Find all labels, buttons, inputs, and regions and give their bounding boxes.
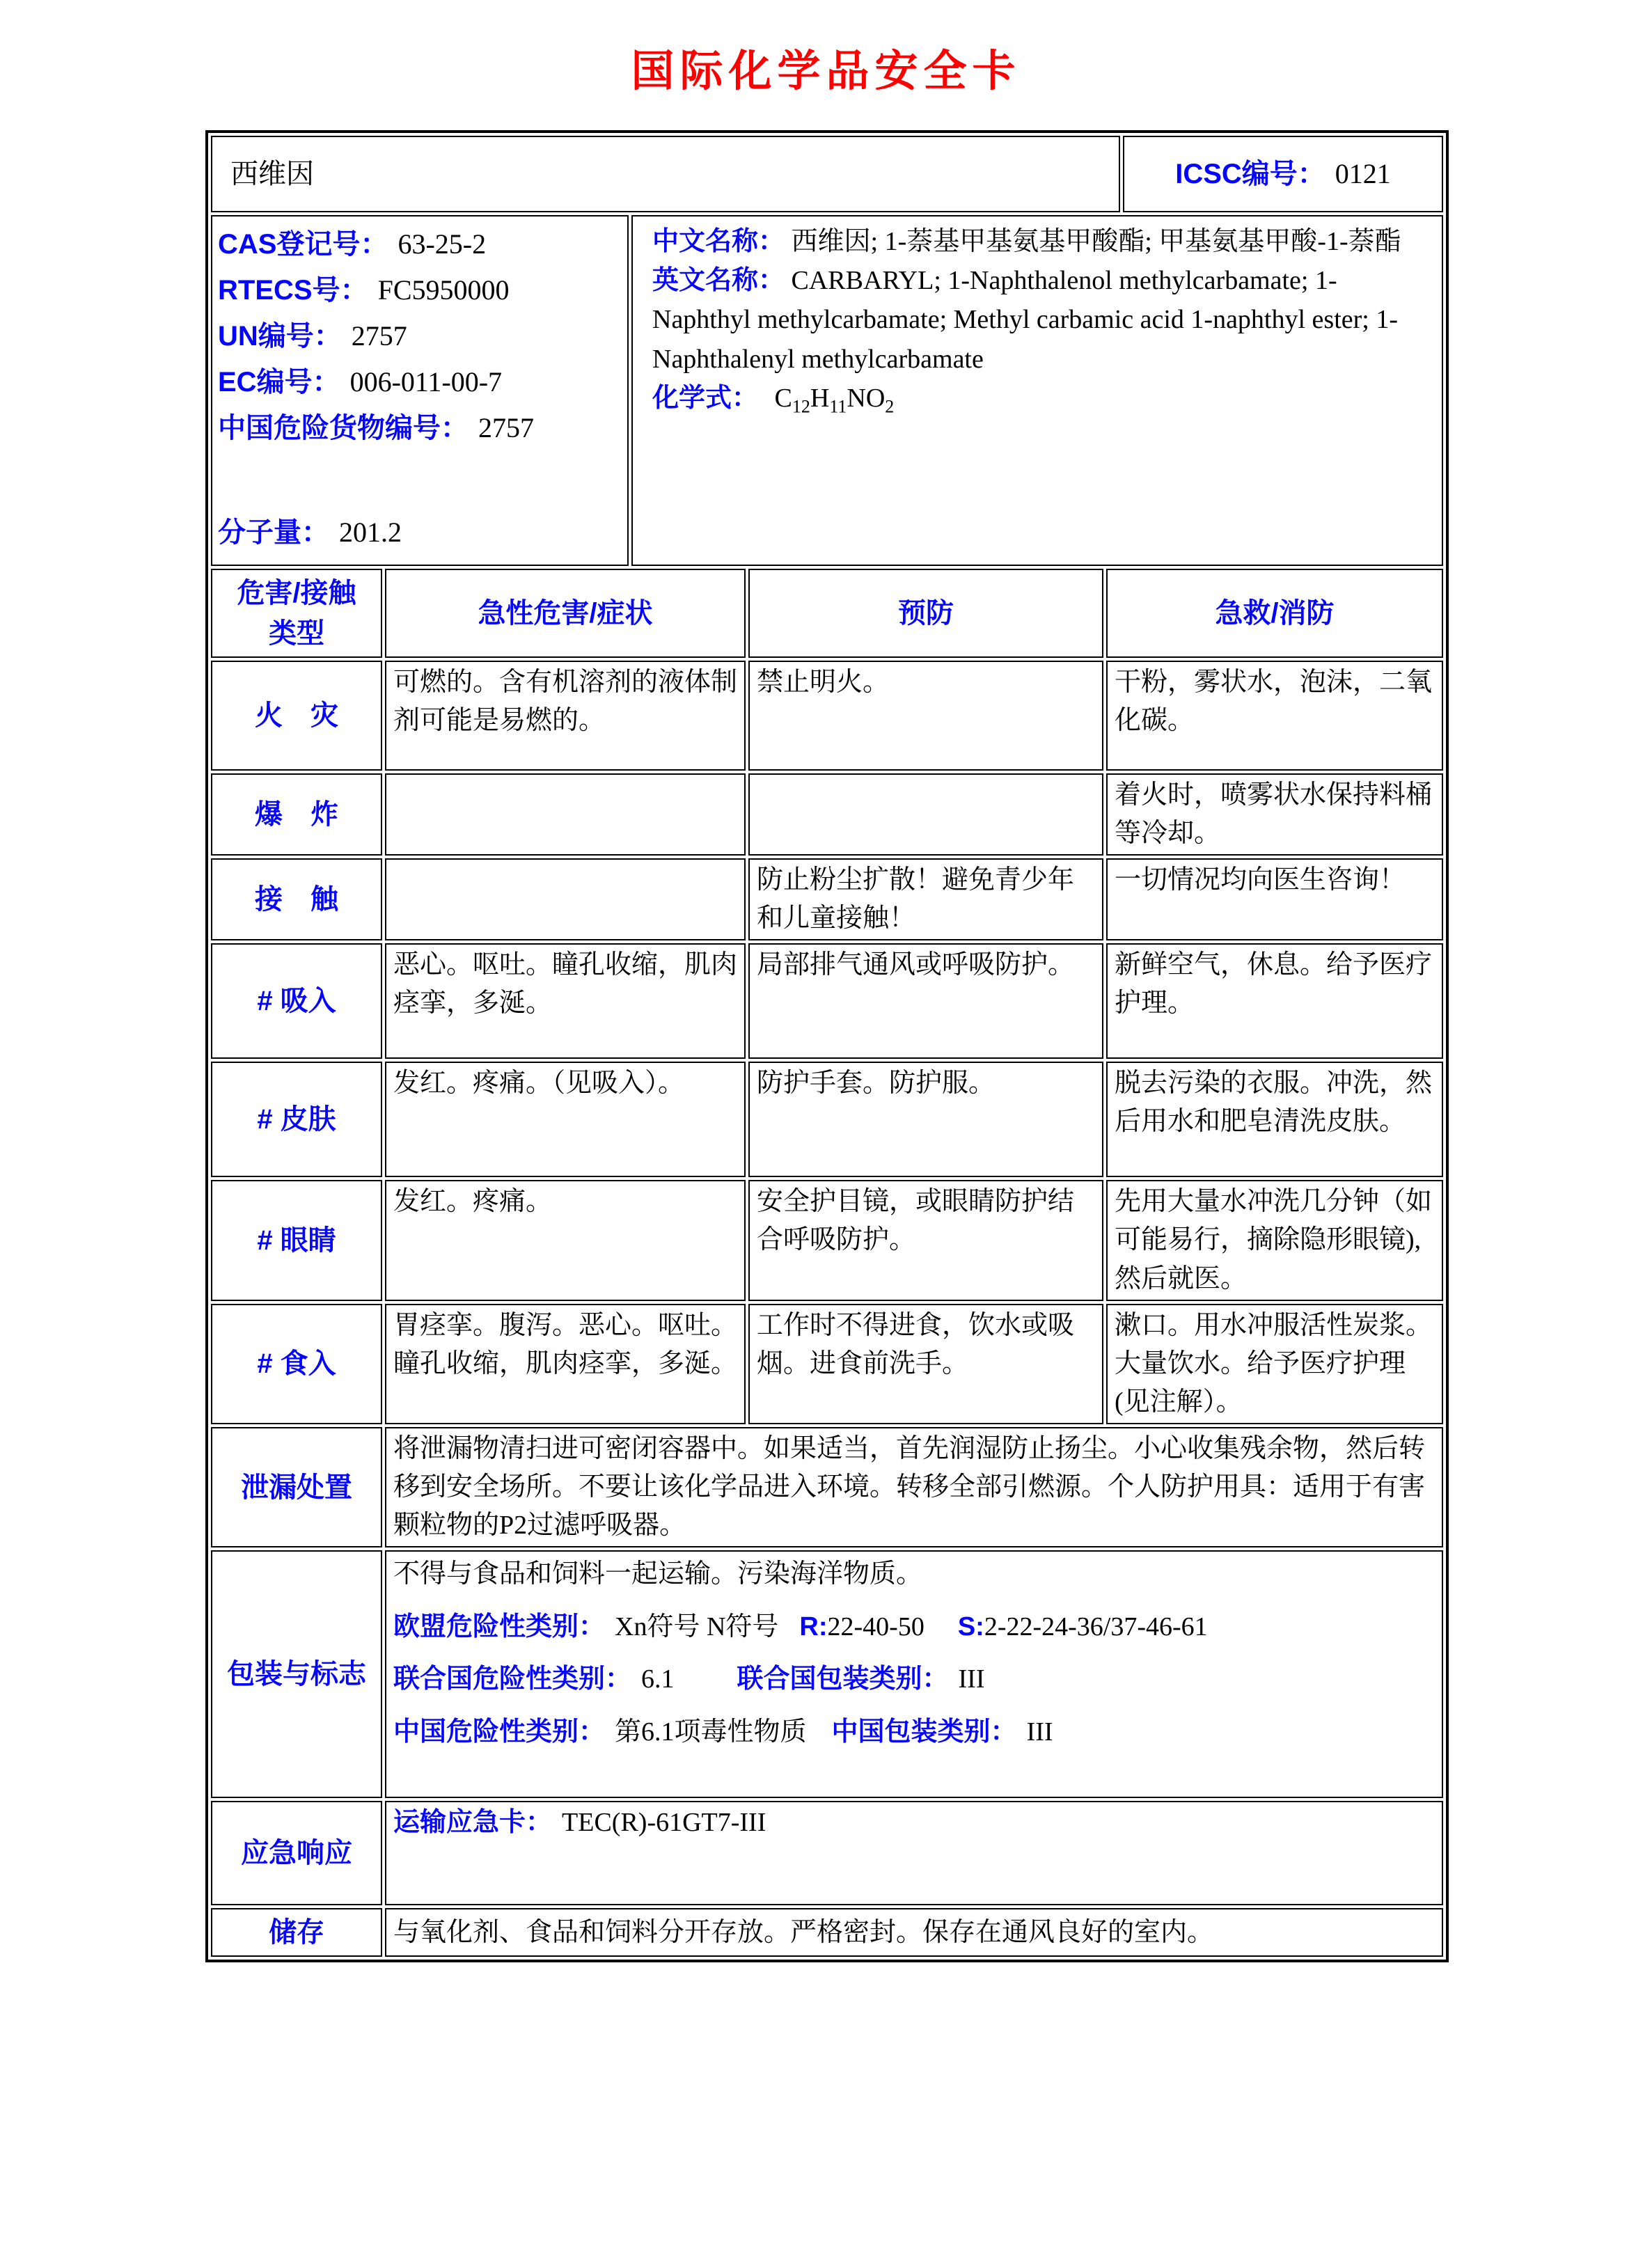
identifier-line-ec (218, 361, 624, 403)
fire-symptoms-cell: 可燃的。含有机溶剂的液体制剂可能是易燃的。 (385, 661, 746, 771)
packaging-cn-line (393, 1711, 1435, 1754)
s-phrases-value: 2-22-24-36/37-46-61 (984, 1612, 1208, 1641)
un-class-value: 6.1 (641, 1664, 675, 1694)
chinese-name-label: 中文名称： (652, 227, 785, 256)
eyes-prevention-cell: 安全护目镜，或眼睛防护结合呼吸防护。 (748, 1180, 1103, 1300)
identifier-line-rtecs (218, 269, 624, 311)
contact-firstaid-cell: 一切情况均向医生咨询！ (1106, 858, 1443, 940)
icsc-card (205, 130, 1449, 1962)
fire-firstaid-cell: 干粉，雾状水，泡沫，二氧化碳。 (1106, 661, 1443, 771)
explosion-row-label: 爆 炸 (211, 773, 382, 856)
skin-symptoms-cell: 发红。疼痛。（见吸入）。 (385, 1062, 746, 1177)
packaging-eu-line (393, 1606, 1435, 1649)
contact-row (211, 858, 1443, 940)
identifiers-cell (211, 215, 629, 566)
contact-symptoms-cell (385, 858, 746, 940)
explosion-firstaid-cell: 着火时，喷雾状水保持料桶等冷却。 (1106, 773, 1443, 856)
page-title: 国际化学品安全卡 (631, 47, 1021, 95)
eu-symbols: Xn符号 N符号 (615, 1612, 779, 1641)
chemical-formula: $C_{12}H_{11}NO_2$ (774, 383, 895, 417)
ec-label: EC编号： (218, 367, 340, 397)
identifier-line-molweight (218, 512, 624, 553)
inhalation-firstaid-cell: 新鲜空气，休息。给予医疗护理。 (1106, 943, 1443, 1059)
column-header-firstaid: 急救/消防 (1106, 569, 1443, 658)
identity-row (211, 215, 1443, 566)
names-cell (631, 215, 1443, 566)
emergency-row (211, 1801, 1443, 1905)
hazard-type-line2: 类型 (269, 618, 324, 649)
hazard-type-line1: 危害/接触 (237, 578, 356, 608)
packaging-row (211, 1550, 1443, 1798)
icsc-number-value: 0121 (1335, 158, 1391, 189)
ingestion-row-label: # 食入 (211, 1304, 382, 1424)
explosion-row (211, 773, 1443, 856)
formula-label: 化学式： (652, 383, 759, 413)
eyes-row (211, 1180, 1443, 1300)
un-label: UN编号： (218, 321, 342, 352)
packaging-transport-line: 不得与食品和饲料一起运输。污染海洋物质。 (393, 1559, 923, 1589)
inhalation-prevention-cell: 局部排气通风或呼吸防护。 (748, 943, 1103, 1059)
cn-pack-label: 中国包装类别： (831, 1717, 1017, 1747)
cn-class-value: 第6.1项毒性物质 (615, 1717, 807, 1747)
fire-row (211, 661, 1443, 771)
un-pack-value: III (958, 1664, 985, 1694)
storage-row (211, 1908, 1443, 1957)
identifier-line-un (218, 315, 624, 357)
eyes-firstaid-cell: 先用大量水冲洗几分钟（如可能易行，摘除隐形眼镜),然后就医。 (1106, 1180, 1443, 1300)
substance-header-row (211, 136, 1443, 212)
transport-card-label: 运输应急卡： (393, 1808, 553, 1838)
rtecs-label: RTECS号： (218, 275, 368, 306)
substance-name: 西维因 (211, 136, 1120, 212)
cas-label: CAS登记号： (218, 229, 388, 260)
emergency-row-label: 应急响应 (211, 1801, 382, 1905)
inhalation-row-label: # 吸入 (211, 943, 382, 1059)
ingestion-row (211, 1304, 1443, 1424)
eu-class-label: 欧盟危险性类别： (393, 1612, 606, 1641)
chinese-name-value: 西维因; 1-萘基甲基氨基甲酸酯; 甲基氨基甲酸-1-萘酯 (791, 227, 1401, 256)
skin-row (211, 1062, 1443, 1177)
molweight-value: 201.2 (339, 517, 402, 548)
emergency-text-cell (385, 1801, 1443, 1905)
cn-pack-value: III (1026, 1717, 1053, 1747)
identifier-line-cas (218, 223, 624, 265)
cn-dg-label: 中国危险货物编号： (218, 413, 469, 443)
transport-card-value: TEC(R)-61GT7-III (562, 1808, 766, 1838)
inhalation-row (211, 943, 1443, 1059)
packaging-un-line (393, 1658, 1435, 1701)
packaging-text-cell (385, 1550, 1443, 1798)
explosion-prevention-cell (748, 773, 1103, 856)
column-header-prevention: 预防 (748, 569, 1103, 658)
storage-text-cell: 与氧化剂、食品和饲料分开存放。严格密封。保存在通风良好的室内。 (385, 1908, 1443, 1957)
cn-class-label: 中国危险性类别： (393, 1717, 606, 1747)
s-phrases-label: S: (957, 1612, 984, 1641)
molweight-label: 分子量： (218, 517, 329, 548)
un-pack-label: 联合国包装类别： (737, 1664, 949, 1694)
storage-row-label: 储存 (211, 1908, 382, 1957)
r-phrases-label: R: (799, 1612, 828, 1641)
cn-dg-value: 2757 (478, 412, 534, 443)
ingestion-firstaid-cell: 漱口。用水冲服活性炭浆。大量饮水。给予医疗护理(见注解）。 (1106, 1304, 1443, 1424)
r-phrases-value: 22-40-50 (827, 1612, 925, 1641)
icsc-number-cell (1123, 136, 1443, 212)
fire-row-label: 火 灾 (211, 661, 382, 771)
column-header-hazard-type (211, 569, 382, 658)
table-header-row (211, 569, 1443, 658)
skin-firstaid-cell: 脱去污染的衣服。冲洗，然后用水和肥皂清洗皮肤。 (1106, 1062, 1443, 1177)
english-name-label: 英文名称： (652, 266, 785, 296)
explosion-symptoms-cell (385, 773, 746, 856)
fire-prevention-cell: 禁止明火。 (748, 661, 1103, 771)
formula-line (652, 379, 1433, 420)
skin-row-label: # 皮肤 (211, 1062, 382, 1177)
identifier-line-cn-dg (218, 407, 624, 449)
skin-prevention-cell: 防护手套。防护服。 (748, 1062, 1103, 1177)
spill-row-label: 泄漏处置 (211, 1427, 382, 1547)
un-value: 2757 (351, 320, 407, 352)
column-header-symptoms: 急性危害/症状 (385, 569, 746, 658)
ec-value: 006-011-00-7 (349, 366, 503, 397)
spill-text-cell: 将泄漏物清扫进可密闭容器中。如果适当，首先润湿防止扬尘。小心收集残余物，然后转移到安全场所。不要让该化学品进入环境。转移全部引燃源。个人防护用具：适用于有害颗粒物的P2过滤呼吸器。 (385, 1427, 1443, 1547)
un-class-label: 联合国危险性类别： (393, 1664, 632, 1694)
eyes-symptoms-cell: 发红。疼痛。 (385, 1180, 746, 1300)
icsc-number-label: ICSC编号： (1175, 159, 1325, 189)
chinese-name-line (652, 222, 1433, 261)
contact-row-label: 接 触 (211, 858, 382, 940)
english-name-value: CARBARYL; 1-Naphthalenol methylcarbamate; 1-Naphthyl methylcarbamate; Methyl carbamic acid 1-naphthyl ester; 1-Naphthalenyl methylcarbamate (652, 266, 1398, 374)
ingestion-prevention-cell: 工作时不得进食，饮水或吸烟。进食前洗手。 (748, 1304, 1103, 1424)
english-name-line (652, 261, 1433, 379)
packaging-row-label: 包装与标志 (211, 1550, 382, 1798)
ingestion-symptoms-cell: 胃痉挛。腹泻。恶心。呕吐。瞳孔收缩，肌肉痉挛，多涎。 (385, 1304, 746, 1424)
spill-row (211, 1427, 1443, 1547)
rtecs-value: FC5950000 (377, 274, 510, 306)
eyes-row-label: # 眼睛 (211, 1180, 382, 1300)
cas-value: 63-25-2 (398, 228, 487, 260)
inhalation-symptoms-cell: 恶心。呕吐。瞳孔收缩，肌肉痉挛，多涎。 (385, 943, 746, 1059)
contact-prevention-cell: 防止粉尘扩散！避免青少年和儿童接触！ (748, 858, 1103, 940)
